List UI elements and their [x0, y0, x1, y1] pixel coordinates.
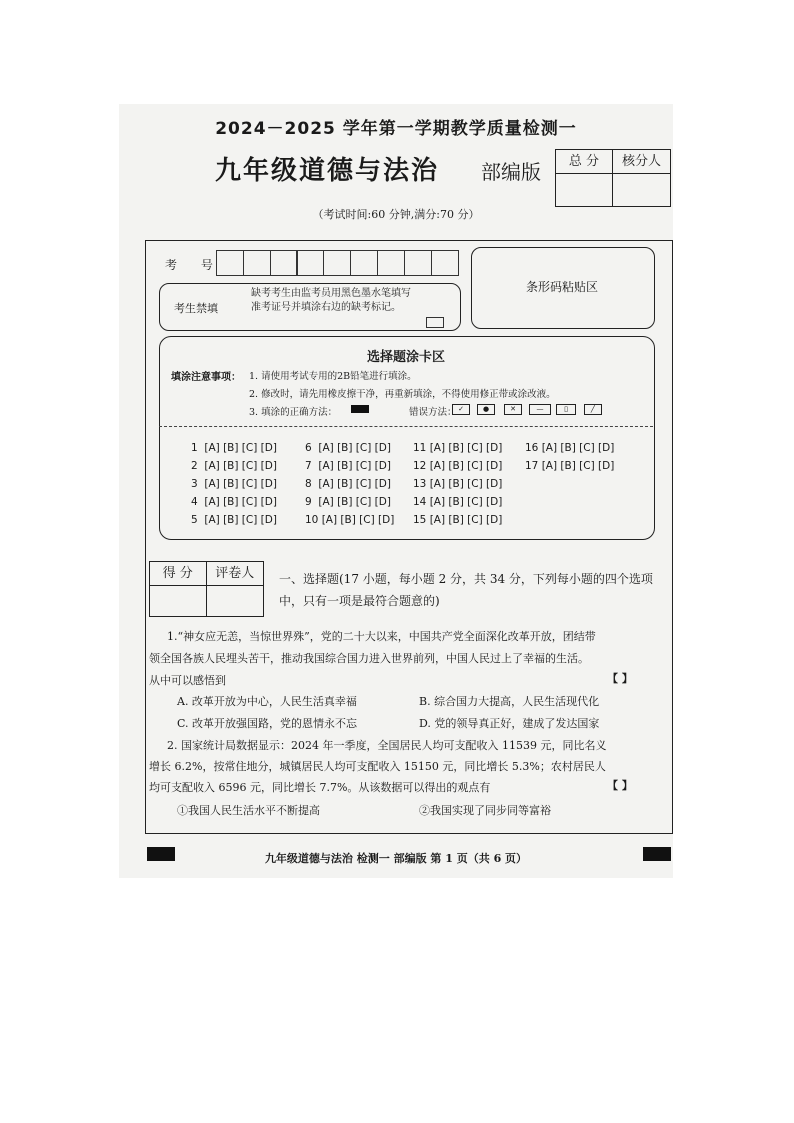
section-heading-2: 中，只有一项是最符合题意的): [279, 594, 440, 608]
exam-title: 2024－2025 学年第一学期教学质量检测一: [215, 119, 577, 139]
q2-option-2: ②我国实现了同步同等富裕: [419, 804, 551, 817]
barcode-label: 条形码粘贴区: [525, 280, 598, 294]
dot-icon: ●: [477, 404, 495, 415]
q1-line3: 从中可以感悟到: [149, 674, 226, 687]
q2-line3: 均可支配收入 6596 元，同比增长 7.7%。从该数据可以得出的观点有: [149, 781, 491, 794]
total-score-box: [555, 149, 671, 207]
correct-fill-example: [351, 405, 369, 413]
q1-option-d: D. 党的领导真正好，建成了发达国家: [419, 717, 600, 730]
bubble-row[interactable]: 3 [A] [B] [C] [D]: [191, 478, 277, 490]
digit-box[interactable]: [243, 250, 271, 276]
digit-box[interactable]: [404, 250, 432, 276]
absent-instructions: 缺考考生由监考员用黑色墨水笔填写准考证号并填涂右边的缺考标记。: [251, 288, 411, 313]
slash-icon: ╱: [584, 404, 602, 415]
note-2: 2. 修改时，请先用橡皮擦干净，再重新填涂，不得使用修正带或涂改液。: [249, 389, 556, 400]
bubble-row[interactable]: 13 [A] [B] [C] [D]: [413, 478, 503, 490]
absent-label: 考生禁填: [174, 302, 218, 315]
bubble-row[interactable]: 17 [A] [B] [C] [D]: [525, 460, 615, 472]
edition-label: 部编版: [481, 160, 541, 184]
note-3: 3. 填涂的正确方法：: [249, 407, 338, 418]
exam-paper: [119, 104, 673, 878]
bubble-row[interactable]: 2 [A] [B] [C] [D]: [191, 460, 277, 472]
digit-box[interactable]: [296, 250, 324, 276]
bubble-row[interactable]: 9 [A] [B] [C] [D]: [305, 496, 391, 508]
cross-icon: ✕: [504, 404, 522, 415]
bubble-row[interactable]: 12 [A] [B] [C] [D]: [413, 460, 503, 472]
checker-header: 核分人: [613, 150, 670, 174]
exam-number-boxes[interactable]: [216, 250, 457, 276]
bubble-row[interactable]: 10 [A] [B] [C] [D]: [305, 514, 395, 526]
answer-card-divider: [159, 426, 653, 427]
digit-box[interactable]: [377, 250, 405, 276]
digit-box[interactable]: [323, 250, 351, 276]
q1-answer-bracket[interactable]: 【 】: [607, 672, 633, 685]
digit-box[interactable]: [216, 250, 244, 276]
dash-icon: —: [529, 404, 551, 415]
bubble-row[interactable]: 14 [A] [B] [C] [D]: [413, 496, 503, 508]
bubble-row[interactable]: 6 [A] [B] [C] [D]: [305, 442, 391, 454]
q1-option-b: B. 综合国力大提高，人民生活现代化: [419, 695, 600, 708]
q1-line2: 领全国各族人民埋头苦干，推动我国综合国力进入世界前列，中国人民过上了幸福的生活。: [149, 652, 589, 665]
subject-title: 九年级道德与法治: [215, 156, 440, 186]
checker-cell[interactable]: [613, 174, 670, 206]
q2-answer-bracket[interactable]: 【 】: [607, 779, 633, 792]
total-score-cell[interactable]: [556, 174, 613, 206]
q1-line1: 1.“神女应无恙，当惊世界殊”，党的二十大以来，中国共产党全面深化改革开放，团结带: [167, 630, 596, 643]
bubble-row[interactable]: 5 [A] [B] [C] [D]: [191, 514, 277, 526]
q2-line2: 增长 6.2%，按常住地分，城镇居民人均可支配收入 15150 元，同比增长 5.3%；农村居民人: [149, 760, 606, 773]
digit-box[interactable]: [270, 250, 298, 276]
score-header: 得 分: [150, 562, 207, 586]
exam-number-label: 考 号: [165, 258, 223, 272]
bubble-row[interactable]: 16 [A] [B] [C] [D]: [525, 442, 615, 454]
bubble-row[interactable]: 7 [A] [B] [C] [D]: [305, 460, 391, 472]
check-mark-icon: ✓: [452, 404, 470, 415]
q1-option-a: A. 改革开放为中心，人民生活真幸福: [177, 695, 357, 708]
answer-card-title: 选择题涂卡区: [366, 350, 445, 365]
absent-mark-box[interactable]: [426, 317, 444, 328]
bubble-row[interactable]: 11 [A] [B] [C] [D]: [413, 442, 503, 454]
notes-label: 填涂注意事项：: [171, 372, 241, 383]
q2-line1: 2. 国家统计局数据显示：2024 年一季度，全国居民人均可支配收入 11539 元，同比名义: [167, 739, 607, 752]
score-cell[interactable]: [150, 586, 207, 616]
section-heading: 一、选择题(17 小题，每小题 2 分，共 34 分，下列每小题的四个选项: [279, 572, 653, 586]
bubble-row[interactable]: 15 [A] [B] [C] [D]: [413, 514, 503, 526]
digit-box[interactable]: [350, 250, 378, 276]
grader-header: 评卷人: [207, 562, 264, 586]
page-footer: 九年级道德与法治 检测一 部编版 第 1 页（共 6 页）: [264, 852, 528, 865]
bubble-row[interactable]: 1 [A] [B] [C] [D]: [191, 442, 277, 454]
q2-option-1: ①我国人民生活水平不断提高: [177, 804, 320, 817]
bubble-row[interactable]: 8 [A] [B] [C] [D]: [305, 478, 391, 490]
bubble-row[interactable]: 4 [A] [B] [C] [D]: [191, 496, 277, 508]
exam-info: （考试时间:60 分钟,满分:70 分）: [312, 208, 480, 221]
grader-table: [149, 561, 264, 617]
q1-option-c: C. 改革开放强国路，党的恩情永不忘: [177, 717, 358, 730]
note-1: 1. 请使用考试专用的2B铅笔进行填涂。: [249, 371, 417, 382]
total-score-header: 总 分: [556, 150, 613, 174]
digit-box[interactable]: [431, 250, 459, 276]
partial-fill-icon: ▯: [556, 404, 576, 415]
grader-cell[interactable]: [207, 586, 264, 616]
answer-card: [159, 336, 655, 540]
wrong-method-label: 错误方法：: [409, 407, 457, 418]
